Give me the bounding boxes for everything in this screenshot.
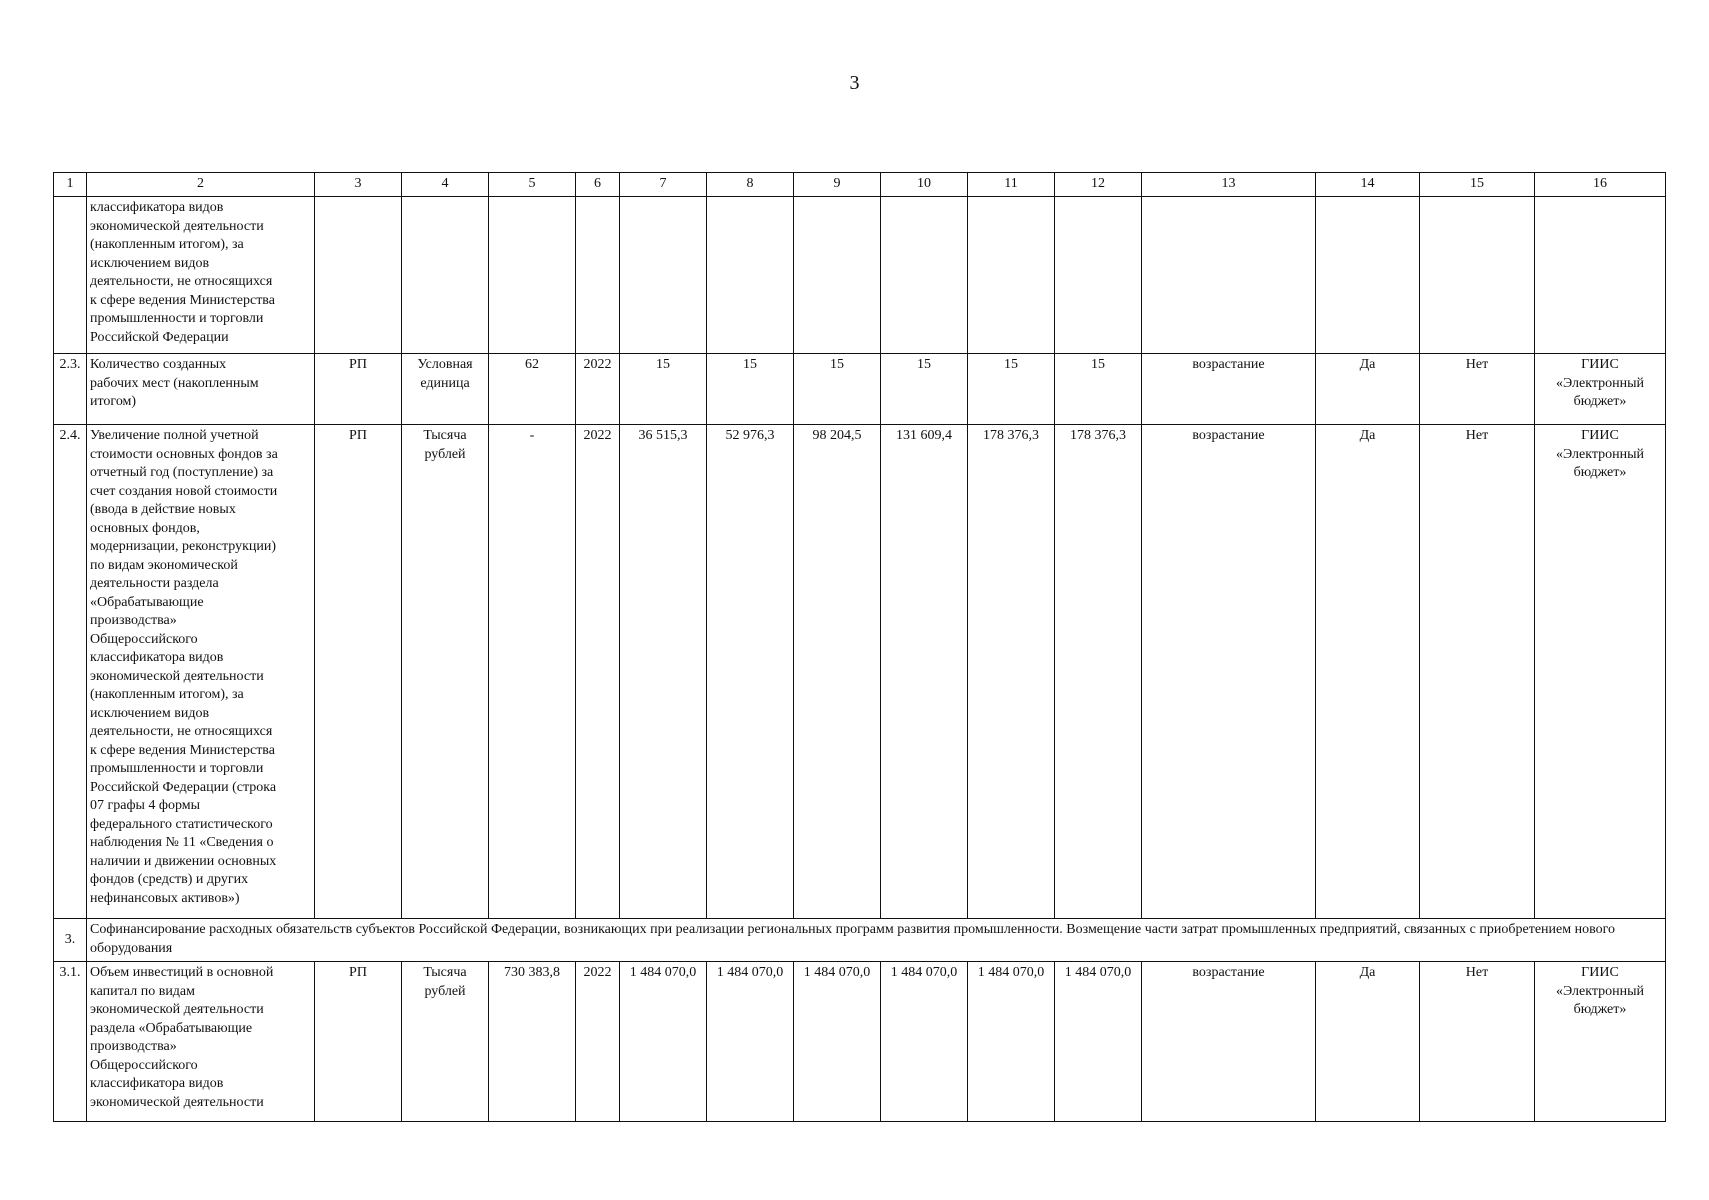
col-header: 9	[794, 173, 881, 197]
base-value: -	[489, 425, 576, 919]
cumulative-flag: Да	[1316, 425, 1420, 919]
value-cell	[1055, 197, 1142, 354]
section-title: Софинансирование расходных обязательств субъектов Российской Федерации, возникающих при реализации региональных программ развития промышленности. Возмещение части затрат промышленных предприятий, связанных с приобретением нового оборудования	[87, 919, 1666, 962]
cumulative-flag: Да	[1316, 962, 1420, 1122]
info-system	[1535, 197, 1666, 354]
row-number: 2.4.	[54, 425, 87, 919]
indicator-name: Увеличение полной учетной стоимости основных фондов за отчетный год (поступление) за счет создания новой стоимости (ввода в действие новых основных фондов, модернизации, реконструкции) по видам экономической деятельности раздела «Обрабатывающие производства» Общероссийского классификатора видов экономической деятельности (накопленным итогом), за исключением видов деятельности, не относящихся к сфере ведения Министерства промышленности и торговли Российской Федерации (строка 07 графы 4 формы федерального статистического наблюдения № 11 «Сведения о наличии и движении основных фондов (средств) и других нефинансовых активов»)	[87, 425, 315, 919]
cumulative-flag	[1316, 197, 1420, 354]
indicators-table	[53, 172, 1666, 1122]
row-number: 3.1.	[54, 962, 87, 1122]
row-number: 2.3.	[54, 354, 87, 425]
value-cell	[620, 197, 707, 354]
base-year: 2022	[576, 354, 620, 425]
indicator-level: РП	[315, 354, 402, 425]
value-cell	[707, 197, 794, 354]
col-header: 6	[576, 173, 620, 197]
value-cell: 15	[968, 354, 1055, 425]
base-year: 2022	[576, 962, 620, 1122]
table-row	[54, 197, 1666, 354]
value-cell: 1 484 070,0	[620, 962, 707, 1122]
base-year: 2022	[576, 425, 620, 919]
col-header: 12	[1055, 173, 1142, 197]
indicator-name: Объем инвестиций в основной капитал по видам экономической деятельности раздела «Обрабатывающие производства» Общероссийского классификатора видов экономической деятельности	[87, 962, 315, 1122]
cumulative-flag: Да	[1316, 354, 1420, 425]
info-system: ГИИС «Электронный бюджет»	[1535, 962, 1666, 1122]
value-cell: 15	[1055, 354, 1142, 425]
col-header: 16	[1535, 173, 1666, 197]
col-header: 11	[968, 173, 1055, 197]
value-cell: 178 376,3	[968, 425, 1055, 919]
value-cell: 1 484 070,0	[968, 962, 1055, 1122]
col-header: 3	[315, 173, 402, 197]
value-cell: 15	[881, 354, 968, 425]
page-number: 3	[849, 72, 860, 94]
value-cell	[881, 197, 968, 354]
value-cell: 52 976,3	[707, 425, 794, 919]
flag: Нет	[1420, 962, 1535, 1122]
unit	[402, 197, 489, 354]
value-cell: 178 376,3	[1055, 425, 1142, 919]
col-header: 5	[489, 173, 576, 197]
value-cell: 15	[707, 354, 794, 425]
col-header: 15	[1420, 173, 1535, 197]
unit: Условная единица	[402, 354, 489, 425]
base-value: 730 383,8	[489, 962, 576, 1122]
table-row	[54, 425, 1666, 919]
unit: Тысяча рублей	[402, 962, 489, 1122]
value-cell: 1 484 070,0	[794, 962, 881, 1122]
flag	[1420, 197, 1535, 354]
flag: Нет	[1420, 425, 1535, 919]
trend: возрастание	[1142, 354, 1316, 425]
unit: Тысяча рублей	[402, 425, 489, 919]
value-cell: 36 515,3	[620, 425, 707, 919]
trend	[1142, 197, 1316, 354]
value-cell: 1 484 070,0	[881, 962, 968, 1122]
info-system: ГИИС «Электронный бюджет»	[1535, 425, 1666, 919]
table-row	[54, 962, 1666, 1122]
value-cell: 15	[794, 354, 881, 425]
info-system: ГИИС «Электронный бюджет»	[1535, 354, 1666, 425]
indicator-level: РП	[315, 962, 402, 1122]
value-cell: 98 204,5	[794, 425, 881, 919]
col-header: 7	[620, 173, 707, 197]
col-header: 8	[707, 173, 794, 197]
trend: возрастание	[1142, 962, 1316, 1122]
col-header: 10	[881, 173, 968, 197]
col-header: 14	[1316, 173, 1420, 197]
row-number	[54, 197, 87, 354]
flag: Нет	[1420, 354, 1535, 425]
table-row	[54, 354, 1666, 425]
value-cell	[794, 197, 881, 354]
value-cell: 1 484 070,0	[1055, 962, 1142, 1122]
value-cell	[968, 197, 1055, 354]
section-number: 3.	[54, 919, 87, 962]
indicator-level	[315, 197, 402, 354]
col-header: 4	[402, 173, 489, 197]
indicator-name: классификатора видов экономической деятельности (накопленным итогом), за исключением видов деятельности, не относящихся к сфере ведения Министерства промышленности и торговли Российской Федерации	[87, 197, 315, 354]
column-number-row	[54, 173, 1666, 197]
base-value	[489, 197, 576, 354]
col-header: 2	[87, 173, 315, 197]
base-value: 62	[489, 354, 576, 425]
col-header: 1	[54, 173, 87, 197]
indicator-name: Количество созданных рабочих мест (накопленным итогом)	[87, 354, 315, 425]
col-header: 13	[1142, 173, 1316, 197]
trend: возрастание	[1142, 425, 1316, 919]
section-row	[54, 919, 1666, 962]
base-year	[576, 197, 620, 354]
indicator-level: РП	[315, 425, 402, 919]
value-cell: 1 484 070,0	[707, 962, 794, 1122]
value-cell: 15	[620, 354, 707, 425]
value-cell: 131 609,4	[881, 425, 968, 919]
